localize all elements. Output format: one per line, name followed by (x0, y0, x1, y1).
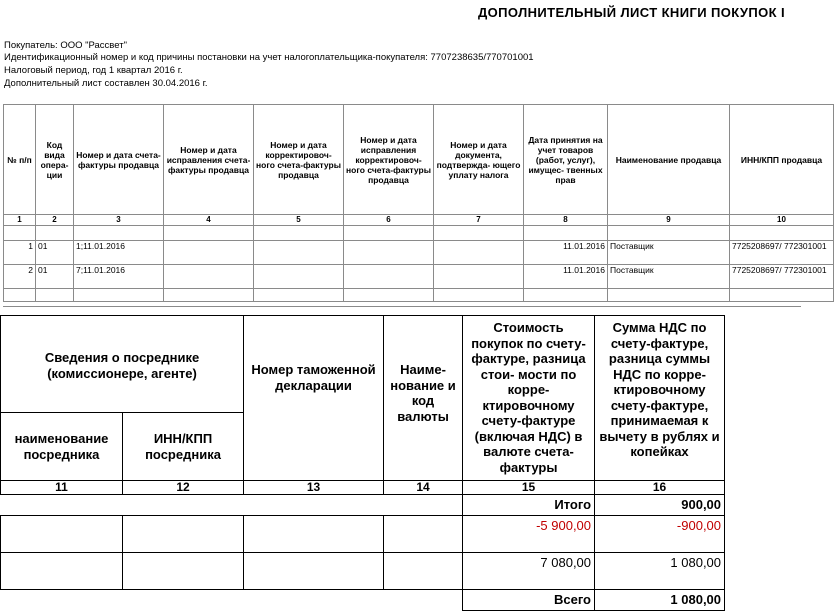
empty-cell (1, 590, 123, 611)
table1-spacer-row (4, 226, 834, 241)
empty-cell (1, 516, 123, 553)
intermediary-name-header: наименование посредника (1, 413, 123, 481)
empty-cell (524, 226, 608, 241)
col-number: 6 (344, 215, 434, 226)
empty-cell (344, 265, 434, 289)
operation-code: 01 (36, 265, 74, 289)
empty-cell (74, 289, 164, 302)
col-number: 3 (74, 215, 164, 226)
empty-cell (164, 241, 254, 265)
col-header-8: Дата принятия на учет товаров (работ, услуг), имущес- твенных прав (524, 105, 608, 215)
invoice-number-date: 1;11.01.2016 (74, 241, 164, 265)
operation-code: 01 (36, 241, 74, 265)
ledger-sheet-top (0, 0, 827, 310)
table1-tail-row (4, 289, 834, 302)
empty-cell (36, 226, 74, 241)
table-row (1, 516, 725, 553)
tax-period-line: Налоговый период, год 1 квартал 2016 г. (4, 65, 183, 76)
empty-cell (254, 289, 344, 302)
empty-cell (74, 226, 164, 241)
col-number: 16 (595, 481, 725, 495)
empty-cell (730, 289, 834, 302)
vat-value: -900,00 (595, 516, 725, 553)
seller-inn: 7725208697/ 772301001 (730, 265, 834, 289)
intermediary-inn-header: ИНН/КПП посредника (123, 413, 244, 481)
page-title: ДОПОЛНИТЕЛЬНЫЙ ЛИСТ КНИГИ ПОКУПОК I (478, 5, 785, 20)
col-number: 14 (384, 481, 463, 495)
cost-value: -5 900,00 (463, 516, 595, 553)
buyer-line: Покупатель: ООО "Рассвет" (4, 40, 127, 51)
empty-cell (244, 553, 384, 590)
col-number: 7 (434, 215, 524, 226)
empty-cell (4, 226, 36, 241)
cost-header: Стоимость покупок по счету-фактуре, разница стои- мости по корре- ктировочному счету-фактуре (включая НДС) в валюте счета-фактуры (463, 316, 595, 481)
empty-cell (730, 226, 834, 241)
empty-cell (434, 265, 524, 289)
empty-cell (164, 226, 254, 241)
col-header-1: № п/п (4, 105, 36, 215)
empty-cell (244, 590, 384, 611)
empty-cell (254, 241, 344, 265)
empty-cell (608, 289, 730, 302)
buyer-inn-line: Идентификационный номер и код причины постановки на учет налогоплательщика-покупателя: 7707238635/770701001 (4, 52, 534, 63)
table2-header-row (1, 316, 725, 413)
empty-cell (164, 289, 254, 302)
empty-cell (384, 495, 463, 516)
divider (3, 306, 801, 307)
empty-cell (434, 289, 524, 302)
table-row (4, 241, 834, 265)
col-header-7: Номер и дата документа, подтвержда- ющего уплату налога (434, 105, 524, 215)
col-number: 10 (730, 215, 834, 226)
currency-header: Наиме- нование и код валюты (384, 316, 463, 481)
empty-cell (244, 495, 384, 516)
empty-cell (384, 590, 463, 611)
vsego-label: Всего (463, 590, 595, 611)
col-header-9: Наименование продавца (608, 105, 730, 215)
table-row (1, 553, 725, 590)
col-number: 2 (36, 215, 74, 226)
col-header-2: Код вида опера- ции (36, 105, 74, 215)
intermediary-header: Сведения о посреднике (комиссионере, агенте) (1, 316, 244, 413)
empty-cell (36, 289, 74, 302)
cost-value: 7 080,00 (463, 553, 595, 590)
empty-cell (254, 226, 344, 241)
empty-cell (384, 553, 463, 590)
empty-cell (434, 226, 524, 241)
empty-cell (344, 241, 434, 265)
vat-value: 1 080,00 (595, 553, 725, 590)
empty-cell (123, 495, 244, 516)
empty-cell (434, 241, 524, 265)
vsego-value: 1 080,00 (595, 590, 725, 611)
empty-cell (123, 553, 244, 590)
table1-number-row (4, 215, 834, 226)
empty-cell (244, 516, 384, 553)
col-number: 11 (1, 481, 123, 495)
purchase-ledger-table (3, 104, 834, 302)
intermediary-table (0, 315, 725, 611)
empty-cell (164, 265, 254, 289)
accept-date: 11.01.2016 (524, 241, 608, 265)
row-number: 2 (4, 265, 36, 289)
empty-cell (254, 265, 344, 289)
seller-name: Поставщик (608, 241, 730, 265)
col-number: 9 (608, 215, 730, 226)
col-number: 8 (524, 215, 608, 226)
accept-date: 11.01.2016 (524, 265, 608, 289)
table-row (4, 265, 834, 289)
col-number: 1 (4, 215, 36, 226)
empty-cell (4, 289, 36, 302)
seller-inn: 7725208697/ 772301001 (730, 241, 834, 265)
empty-cell (123, 590, 244, 611)
table1-header-row (4, 105, 834, 215)
empty-cell (1, 495, 123, 516)
customs-declaration-header: Номер таможенной декларации (244, 316, 384, 481)
itogo-value: 900,00 (595, 495, 725, 516)
col-header-6: Номер и дата исправления корректировоч- ного счета-фактуры продавца (344, 105, 434, 215)
table2-number-row (1, 481, 725, 495)
itogo-label: Итого (463, 495, 595, 516)
row-number: 1 (4, 241, 36, 265)
col-header-5: Номер и дата корректировоч- ного счета-фактуры продавца (254, 105, 344, 215)
col-number: 13 (244, 481, 384, 495)
itogo-row (1, 495, 725, 516)
col-number: 4 (164, 215, 254, 226)
col-number: 5 (254, 215, 344, 226)
col-header-4: Номер и дата исправления счета-фактуры продавца (164, 105, 254, 215)
empty-cell (524, 289, 608, 302)
compiled-date-line: Дополнительный лист составлен 30.04.2016 г. (4, 78, 208, 89)
empty-cell (344, 289, 434, 302)
col-header-10: ИНН/КПП продавца (730, 105, 834, 215)
empty-cell (608, 226, 730, 241)
col-header-3: Номер и дата счета-фактуры продавца (74, 105, 164, 215)
empty-cell (384, 516, 463, 553)
seller-name: Поставщик (608, 265, 730, 289)
empty-cell (123, 516, 244, 553)
invoice-number-date: 7;11.01.2016 (74, 265, 164, 289)
col-number: 12 (123, 481, 244, 495)
col-number: 15 (463, 481, 595, 495)
vat-header: Сумма НДС по счету-фактуре, разница суммы НДС по корре- ктировочному счету-фактуре, принимаемая к вычету в рублях и копейках (595, 316, 725, 481)
empty-cell (344, 226, 434, 241)
empty-cell (1, 553, 123, 590)
vsego-row (1, 590, 725, 611)
